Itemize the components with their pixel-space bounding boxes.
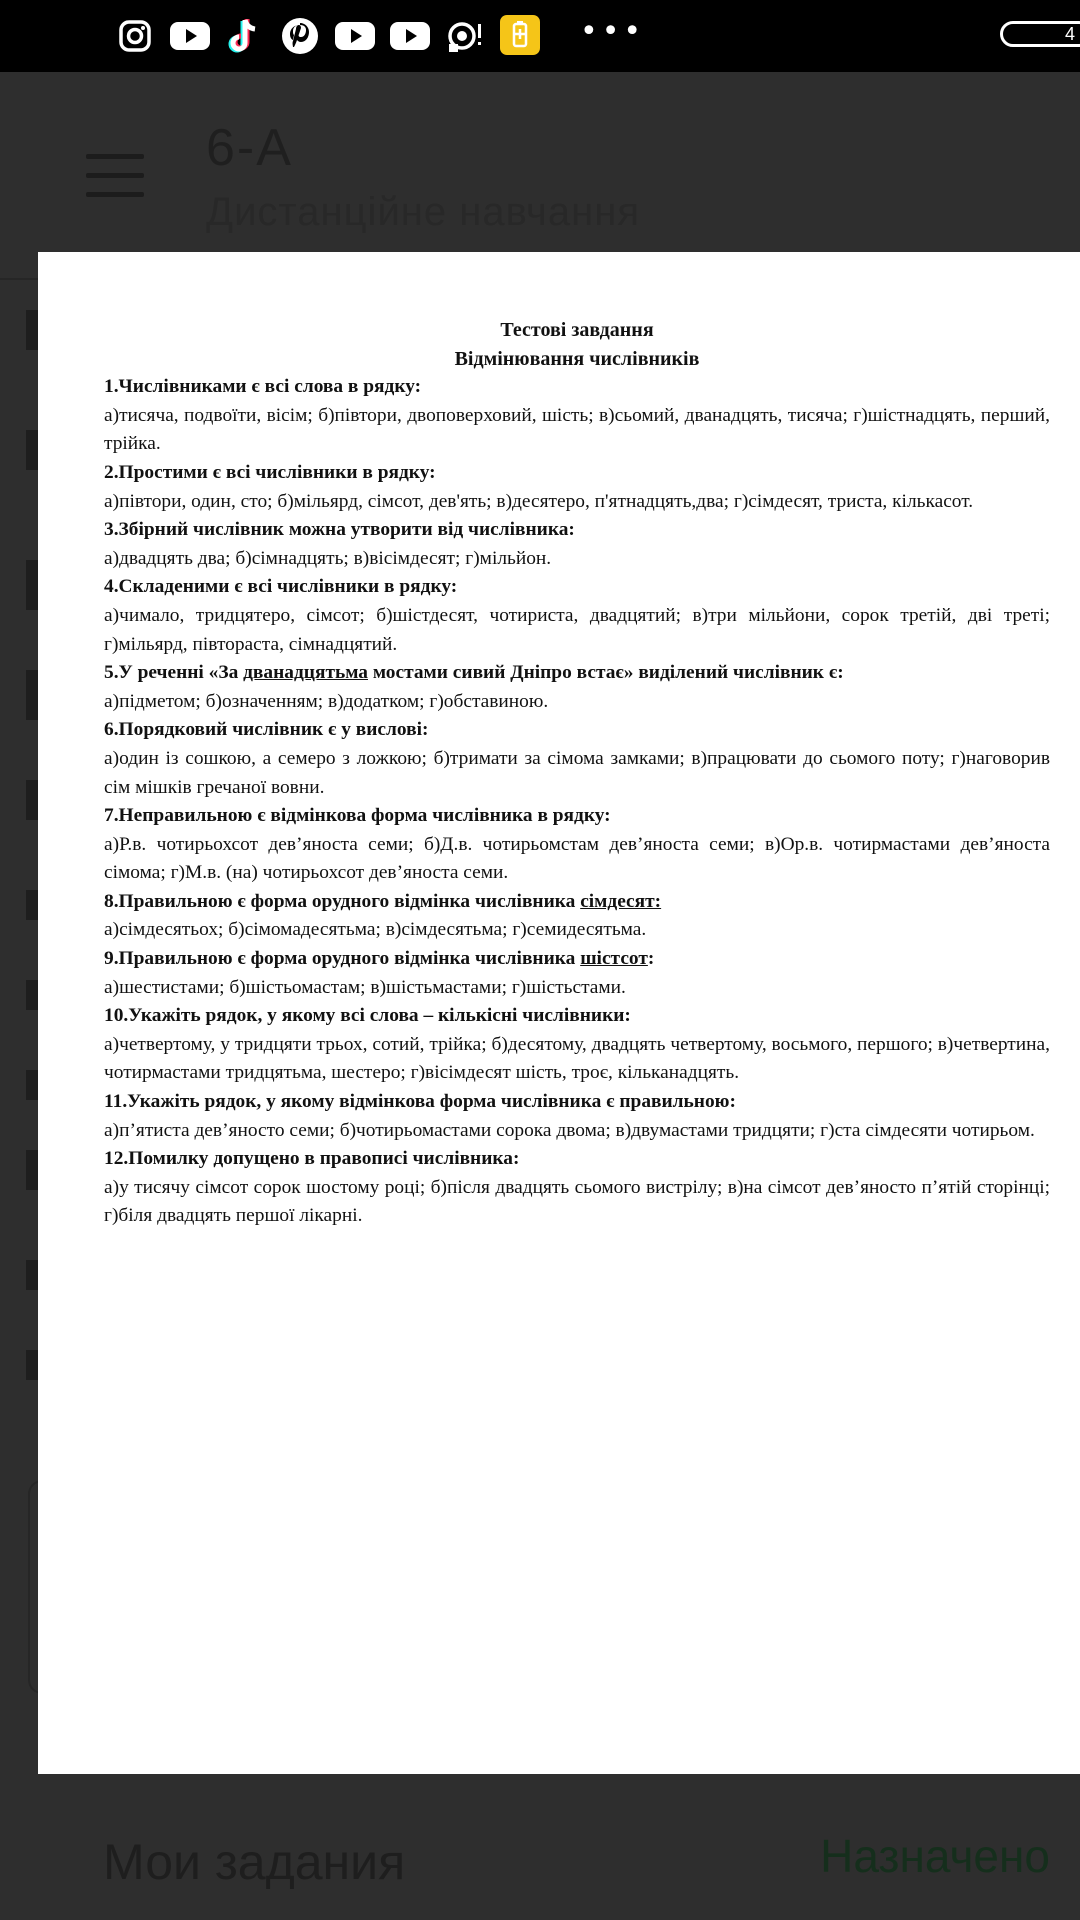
answers-3: а)двадцять два; б)сімнадцять; в)вісімдесят; г)мільйон. — [104, 547, 552, 569]
question-5: 5.У реченні «За дванадцятьма мостами сивий Дніпро встає» виділений числівник є: — [104, 662, 844, 684]
assignment-status: Назначено — [820, 1830, 1050, 1882]
more-notifications-icon: ••• — [580, 14, 646, 49]
answers-5: а)підметом; б)означенням; в)додатком; г)обставиною. — [104, 690, 549, 712]
instagram-icon — [115, 17, 155, 55]
answers-12: а)у тисячу сімсот сорок шостому році; б)після двадцять сьомого вистрілу; в)на сімсот дев’яносто п’ятій сторінці; г)біля двадцять першої лікарні. — [104, 1176, 1050, 1227]
status-bar — [0, 0, 1080, 72]
youtube-icon — [390, 17, 430, 55]
answers-10: а)четвертому, у тридцяти трьох, сотий, трійка; б)десятому, двадцять четвертому, восьмого, першого; в)четвертина, чотирмастами тридцятьма, шестеро; г)вісімдесят шість, троє, кільканадцять. — [104, 1033, 1050, 1084]
document-subtitle: Відмінювання числівників — [454, 347, 700, 370]
question-4: 4.Складеними є всі числівники в рядку: — [104, 576, 458, 598]
answers-8: а)сімдесятьох; б)сімомадесятьма; в)сімдесятьма; г)семидесятьма. — [104, 919, 647, 941]
notification-icon — [445, 17, 485, 55]
answers-2: а)півтори, один, сто; б)мільярд, сімсот, дев'ять; в)десятеро, п'ятнадцять,два; г)сімдесят, триста, кількасот. — [104, 490, 974, 512]
question-9: 9.Правильною є форма орудного відмінка числівника шістсот: — [104, 948, 655, 970]
question-8: 8.Правильною є форма орудного відмінка числівника сімдесят: — [104, 890, 662, 912]
class-subtitle: Дистанційне навчання — [206, 190, 640, 234]
document-title: Тестові завдання — [500, 319, 654, 341]
my-tasks-label[interactable]: Мои задания — [103, 1834, 406, 1890]
answers-4: а)чимало, тридцятеро, сімсот; б)шістдесят, чотириста, двадцятий; в)три мільйони, сорок третій, дві треті; г)мільярд, півтораста, сімнадцятий. — [104, 604, 1050, 655]
youtube-icon — [170, 17, 210, 55]
question-12: 12.Помилку допущено в правописі числівника: — [104, 1148, 520, 1170]
answers-7: а)Р.в. чотирьохсот дев’яноста семи; б)Д.в. чотирьомстам дев’яноста семи; в)Ор.в. чотирмастами дев’яноста сімома; г)М.в. (на) чотирьохсот дев’яноста семи. — [104, 833, 1050, 884]
answers-9: а)шестистами; б)шістьомастам; в)шістьмастами; г)шістьстами. — [104, 976, 626, 998]
menu-icon[interactable] — [86, 154, 146, 198]
answers-1: а)тисяча, подвоїти, вісім; б)півтори, двоповерховий, шість; в)сьомий, дванадцять, тисяча; г)шістнадцять, перший, трійка. — [104, 404, 1050, 455]
answers-6: а)один із сошкою, а семеро з ложкою; б)тримати за сімома замками; в)працювати до сьомого поту; г)наговорив сім мішків гречаної вовни. — [104, 747, 1050, 798]
question-2: 2.Простими є всі числівники в рядку: — [104, 461, 436, 483]
question-10: 10.Укажіть рядок, у якому всі слова – кількісні числівники: — [104, 1005, 631, 1027]
question-3: 3.Збірний числівник можна утворити від числівника: — [104, 519, 575, 541]
question-6: 6.Порядковий числівник є у вислові: — [104, 719, 429, 741]
question-11: 11.Укажіть рядок, у якому відмінкова форма числівника є правильною: — [104, 1091, 736, 1113]
youtube-icon — [335, 17, 375, 55]
question-7: 7.Неправильною є відмінкова форма числівника в рядку: — [104, 805, 611, 827]
pinterest-icon — [280, 17, 320, 55]
class-title: 6-А — [206, 119, 293, 177]
question-1: 1.Числівниками є всі слова в рядку: — [104, 376, 422, 398]
bottom-bar — [0, 1775, 1080, 1920]
app-bar — [0, 72, 1080, 278]
document-viewer[interactable] — [38, 252, 1080, 1774]
tiktok-icon — [225, 17, 265, 55]
answers-11: а)п’ятиста дев’яносто семи; б)чотирьомастами сорока двома; в)двумастами тридцяти; г)ста сімдесяти чотирьом. — [104, 1119, 1035, 1141]
battery-indicator: 4 — [1000, 21, 1080, 47]
battery-saver-icon — [500, 15, 540, 55]
document-page — [104, 316, 1050, 1231]
